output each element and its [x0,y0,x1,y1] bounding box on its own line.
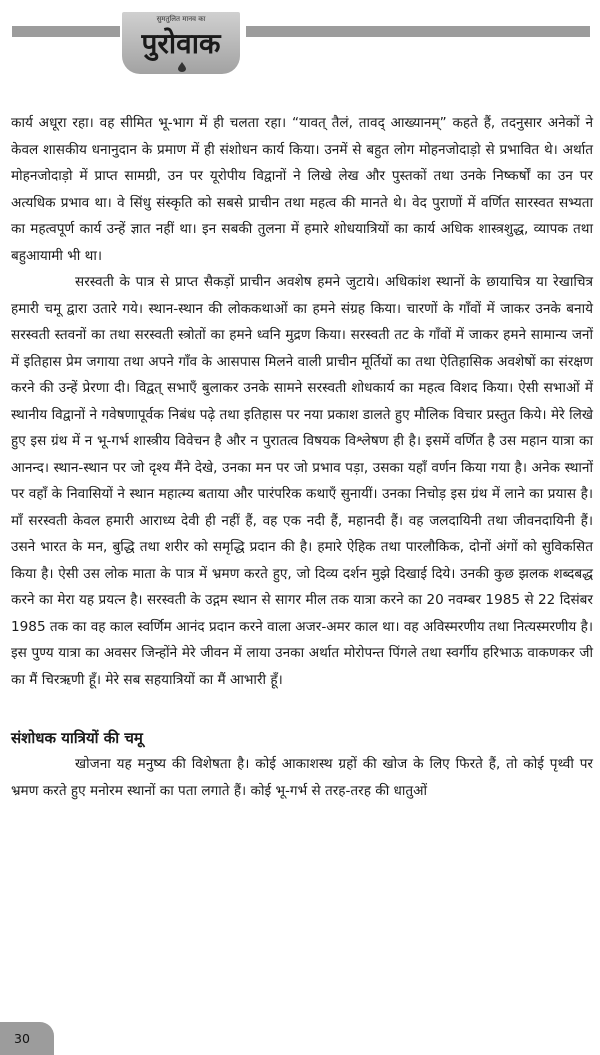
section-paragraph: खोजना यह मनुष्य की विशेषता है। कोई आकाशस्थ ग्रहों की खोज के लिए फिरते हैं, तो कोई पृथ्वी पर भ्रमण करते हुए मनोरम स्थानों का पता लगाते हैं। कोई भू-गर्भ से तरह-तरह की धातुओं [11,756,593,799]
paragraph-2: सरस्वती के पात्र से प्राप्त सैकड़ों प्राचीन अवशेष हमने जुटाये। अधिकांश स्थानों के छायाचित्र या रेखाचित्र हमारी चमू द्वारा उतारे गये। स्थान-स्थान की लोककथाओं का हमने संग्रह किया। चारणों के गाँवों में जाकर उनके बनाये सरस्वती स्तवनों का तथा सरस्वती स्त्रोतों का हमने ध्वनि मुद्रण किया। सरस्वती तट के गाँवों में जाकर हमने सामान्य जनों में इतिहास प्रेम जगाया तथा अपने गाँव के आसपास मिलने वाली प्राचीन मूर्तियों का तथा ऐतिहासिक अवशेषों का संरक्षण करने की उन्हें प्रेरणा दी। विद्वत् सभाएँ बुलाकर उनके सामने सरस्वती शोधकार्य का महत्व विशद किया। ऐसी सभाओं में स्थानीय विद्वानों ने गवेषणापूर्वक निबंध पढ़े तथा इतिहास पर नया प्रकाश डालते हुए मौलिक विचार प्रस्तुत किये। मेरे लिखे हुए इस ग्रंथ में न भू-गर्भ शास्त्रीय विवेचन है और न पुरातत्व विषयक विश्लेषण ही है। इसमें वर्णित है उस महान यात्रा का आनन्द। स्थान-स्थान पर जो दृश्य मैंने देखे, उनका मन पर जो प्रभाव पड़ा, उसका यहाँ वर्णन किया गया है। अनेक स्थानों पर वहाँ के निवासियों ने स्थान महात्म्य बताया और पारंपरिक कथाएँ सुनायीं। उनका निचोड़ इस ग्रंथ में लाने का प्रयास है। माँ सरस्वती केवल हमारी आराध्य देवी ही नहीं हैं, वह एक नदी हैं, महानदी हैं। वह जलदायिनी तथा जीवनदायिनी हैं। उसने भारत के मन, बुद्धि तथा शरीर को समृद्धि प्रदान की है। हमारे ऐहिक तथा पारलौकिक, दोनों अंगों को सुविकसित किया है। ऐसी उस लोक माता के पात्र में भ्रमण करते हुए, जो दिव्य दर्शन मुझे दिखाई दिये। उनकी कुछ झलक शब्दबद्ध करने का मेरा यह प्रयत्न है। सरस्वती के उद्गम स्थान से सागर मील तक यात्रा करने का 20 नवम्बर 1985 से 22 दिसंबर 1985 तक का वह काल स्वर्णिम आनंद प्रदान करने वाला अजर-अमर काल था। वह अविस्मरणीय तथा नित्यस्मरणीय है। इस पुण्य यात्रा का अवसर जिन्होंने मेरे जीवन में लाया उनका अर्थात मोरोपन्त पिंगले तथा स्वर्गीय हरिभाऊ वाकणकर जी का मैं चिरऋणी हूँ। मेरे सब सहयात्रियों का मैं आभारी हूँ। [11,274,593,688]
chapter-subtitle: सुमतुलित मानव का [156,15,206,23]
chapter-tab [122,12,240,74]
page-number: 30 [0,1022,54,1055]
header-bar-right [246,26,590,37]
page-body [11,110,593,804]
section-heading: संशोधक यात्रियों की चमू [11,729,143,747]
header-bar-left [12,26,120,37]
chapter-title: पुरोवाक [141,27,221,60]
drop-ornament-icon [176,62,188,72]
paragraph-1: कार्य अधूरा रहा। वह सीमित भू-भाग में ही चलता रहा। “यावत् तैलं, तावद् आख्यानम्” कहते हैं, तदनुसार अनेकों ने केवल शासकीय धनानुदान के प्रमाण में ही संशोधन कार्य किया। उनमें से बहुत लोग मोहनजोदाड़ो से प्रभावित थे। अर्थात मोहनजोदाड़ो में प्राप्त सामग्री, उन पर यूरोपीय विद्वानों ने लिखे लेख और पुस्तकों तथा उनके निष्कर्षों का उन पर अत्यधिक प्रभाव था। वे सिंधु संस्कृति को सबसे प्राचीन तथा महत्व की मानते थे। वेद पुराणों में वर्णित सारस्वत सभ्यता का महत्वपूर्ण कार्य उन्हें ज्ञात नहीं था। इन सबकी तुलना में हमारे शोधयात्रियों का कार्य अधिक शास्त्रशुद्ध, व्यापक तथा बहुआयामी भी था। [11,115,593,264]
